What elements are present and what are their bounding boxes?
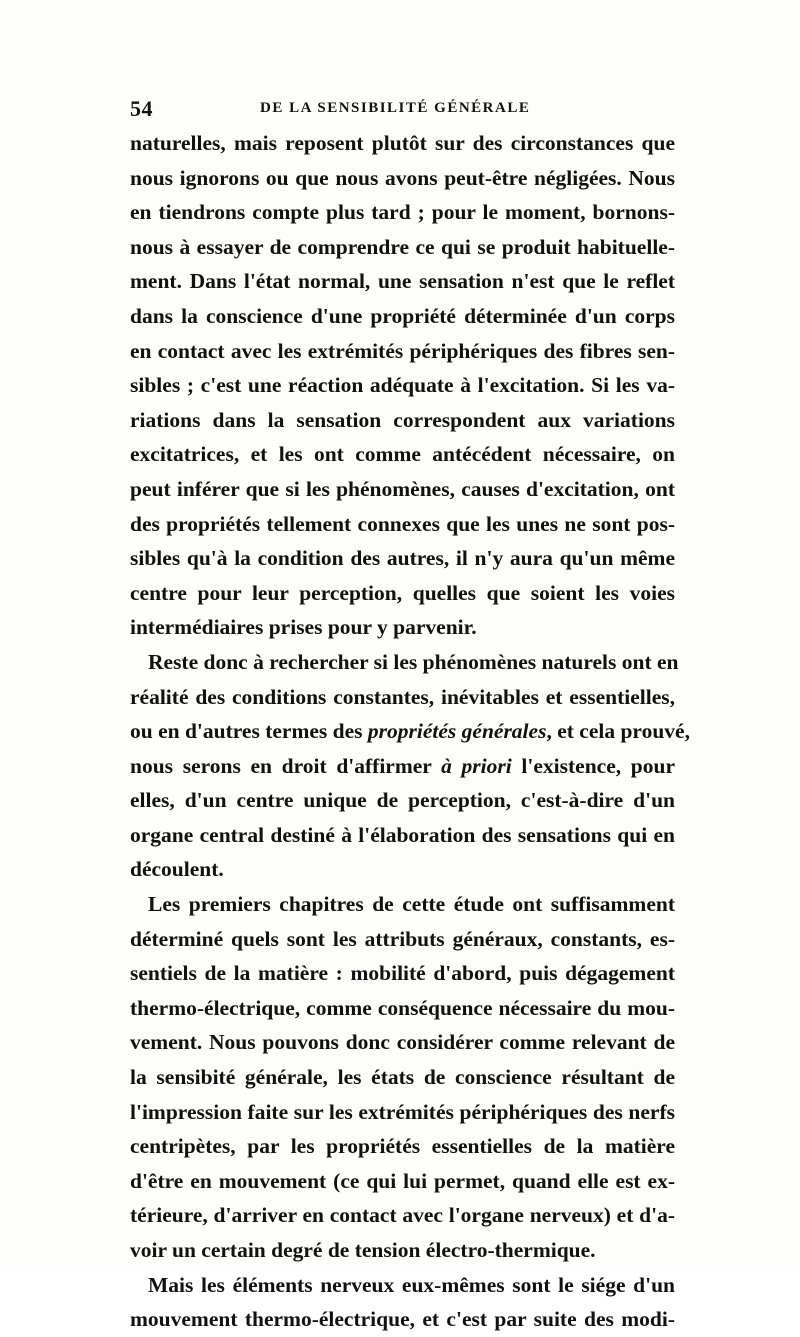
body-text [130,126,690,1337]
text-line: Reste donc à rechercher si les phénomènes naturels ont en [148,649,679,674]
text-line: Les premiers chapitres de cette étude ont suffisamment [148,892,675,917]
text-line: la sensibité générale, les états de conscience résultant de [130,1065,675,1090]
text-line [130,714,690,749]
text-line: sibles ; c'est une réaction adéquate à l'excitation. Si les va- [130,373,675,398]
text-line: d'être en mouvement (ce qui lui permet, quand elle est ex- [130,1168,675,1193]
text-line: Mais les éléments nerveux eux-mêmes sont le siége d'un [148,1272,675,1297]
text-line: déterminé quels sont les attributs généraux, constants, es- [130,926,675,951]
text-line: riations dans la sensation correspondent aux variations [130,407,675,432]
page-number: 54 [130,96,153,121]
text-line: sibles qu'à la condition des autres, il n'y aura qu'un même [130,546,675,571]
text-line: excitatrices, et les ont comme antécédent nécessaire, on [130,442,675,467]
text-line: centripètes, par les propriétés essentielles de la matière [130,1134,675,1159]
text-line: découlent. [130,857,224,882]
text-line: centre pour leur perception, quelles que soient les voies [130,580,675,605]
text-line: elles, d'un centre unique de perception, c'est-à-dire d'un [130,788,675,813]
text-span: nous serons en droit d'affirmer [130,753,442,778]
text-span: l'existence, pour [511,753,675,778]
text-line: nous à essayer de comprendre ce qui se produit habituelle- [130,234,675,259]
text-line: thermo-électrique, comme conséquence nécessaire du mou- [130,995,675,1020]
text-line: en tiendrons compte plus tard ; pour le moment, bornons- [130,200,675,225]
page-header [130,96,675,120]
text-line: organe central destiné à l'élaboration des sensations qui en [130,822,675,847]
italic-phrase: propriétés générales [367,719,547,744]
italic-phrase: à priori [441,753,512,778]
text-line: vement. Nous pouvons donc considérer comme relevant de [130,1030,675,1055]
text-line: térieure, d'arriver en contact avec l'organe nerveux) et d'a- [130,1203,675,1228]
text-line: des propriétés tellement connexes que les unes ne sont pos- [130,511,675,536]
text-line: en contact avec les extrémités périphériques des fibres sen- [130,338,675,363]
text-line [130,749,675,784]
text-line: nous ignorons ou que nous avons peut-être négligées. Nous [130,165,675,190]
text-line: sentiels de la matière : mobilité d'abord, puis dégagement [130,961,675,986]
text-line: peut inférer que si les phénomènes, causes d'excitation, ont [130,476,675,501]
text-line: dans la conscience d'une propriété déterminée d'un corps [130,303,675,328]
text-line: mouvement thermo-électrique, et c'est par suite des modi- [130,1307,675,1332]
text-span: , et cela prouvé, [546,719,690,744]
text-line: intermédiaires prises pour y parvenir. [130,615,477,640]
text-span: ou en d'autres termes des [130,719,368,744]
text-line: voir un certain degré de tension électro-thermique. [130,1238,596,1262]
running-title: DE LA SENSIBILITÉ GÉNÉRALE [260,100,531,116]
text-line: naturelles, mais reposent plutôt sur des circonstances que [130,131,675,155]
text-line: ment. Dans l'état normal, une sensation n'est que le reflet [130,269,675,294]
text-line: l'impression faite sur les extrémités périphériques des nerfs [130,1099,675,1124]
text-line: réalité des conditions constantes, inévitables et essentielles, [130,684,675,709]
